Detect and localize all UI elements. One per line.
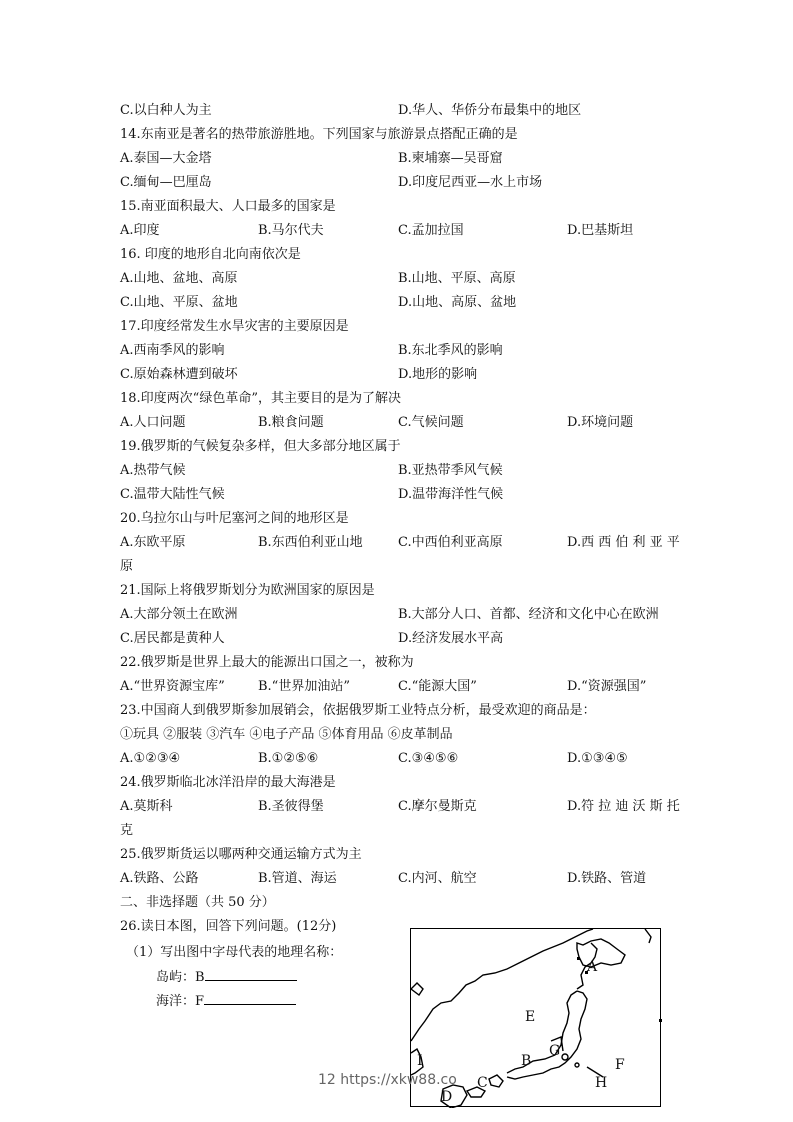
option-item: B.马尔代夫	[258, 223, 324, 238]
option-item: A.泰国—大金塔	[120, 151, 212, 166]
option-item: B.管道、海运	[258, 871, 337, 886]
ocean-label: 海洋：F	[156, 994, 205, 1009]
option-item: B.柬埔寨—吴哥窟	[398, 151, 503, 166]
island-answer-blank[interactable]	[205, 968, 297, 981]
map-label-b: B	[521, 1053, 532, 1069]
option-item: A.人口问题	[120, 415, 186, 430]
text-line: 14.东南亚是著名的热带旅游胜地。下列国家与旅游景点搭配正确的是	[120, 127, 518, 142]
answer-island-b	[156, 968, 297, 987]
option-item: A.山地、盆地、高原	[120, 271, 238, 286]
option-item: B.粮食问题	[258, 415, 324, 430]
text-line: 26.读日本图，回答下列问题。(12分)	[120, 919, 337, 934]
option-item: A.热带气候	[120, 463, 186, 478]
option-item: C.孟加拉国	[398, 223, 464, 238]
option-item: B.东西伯利亚山地	[258, 535, 363, 550]
text-line: 17.印度经常发生水旱灾害的主要原因是	[120, 319, 349, 334]
option-item: C.摩尔曼斯克	[398, 799, 477, 814]
option-item: D.地形的影响	[398, 367, 478, 382]
option-item: D.环境问题	[567, 415, 634, 430]
option-item: D.温带海洋性气候	[398, 487, 504, 502]
option-item: A.印度	[120, 223, 160, 238]
option-item: B.“世界加油站”	[258, 679, 350, 694]
text-line: 23.中国商人到俄罗斯参加展销会，依据俄罗斯工业特点分析，最受欢迎的商品是：	[120, 703, 596, 718]
option-item: D.铁路、管道	[567, 871, 647, 886]
text-line: 20.乌拉尔山与叶尼塞河之间的地形区是	[120, 511, 349, 526]
option-item: C.原始森林遭到破坏	[120, 367, 238, 382]
answer-ocean-f	[156, 992, 296, 1011]
text-line: 21.国际上将俄罗斯划分为欧洲国家的原因是	[120, 583, 375, 598]
map-label-g: G	[549, 1043, 561, 1059]
text-line: 克	[120, 823, 134, 838]
option-item: A.大部分领土在欧洲	[120, 607, 238, 622]
option-item: A.东欧平原	[120, 535, 186, 550]
option-item: B.圣彼得堡	[258, 799, 324, 814]
option-item: A.铁路、公路	[120, 871, 199, 886]
text-line: 22.俄罗斯是世界上最大的能源出口国之一，被称为	[120, 655, 414, 670]
text-line: 24.俄罗斯临北冰洋沿岸的最大海港是	[120, 775, 336, 790]
option-item: B.①②⑤⑥	[258, 751, 319, 766]
map-label-c: C	[477, 1075, 488, 1091]
map-label-f: F	[615, 1057, 625, 1073]
text-line: 15.南亚面积最大、人口最多的国家是	[120, 199, 336, 214]
map-label-d: D	[441, 1089, 453, 1105]
text-line: 25.俄罗斯货运以哪两种交通运输方式为主	[120, 847, 362, 862]
text-line: 18.印度两次“绿色革命”，其主要目的是为了解决	[120, 391, 401, 406]
question-26-sub1: （1）写出图中字母代表的地理名称：	[126, 945, 343, 960]
map-label-a: A	[587, 959, 598, 975]
option-item: C.山地、平原、盆地	[120, 295, 238, 310]
text-line: 19.俄罗斯的气候复杂多样，但大多部分地区属于	[120, 439, 401, 454]
option-item: D.“资源强国”	[567, 679, 647, 694]
option-item: A.①②③④	[120, 751, 181, 766]
option-item: C.“能源大国”	[398, 679, 477, 694]
option-item: D.①③④⑤	[567, 751, 628, 766]
option-item: C.③④⑤⑥	[398, 751, 459, 766]
option-item: D.西 西 伯 利 亚 平	[567, 535, 680, 550]
option-item: A.莫斯科	[120, 799, 173, 814]
map-label-i: I	[417, 1053, 423, 1069]
option-item: B.山地、平原、高原	[398, 271, 516, 286]
option-item: C.内河、航空	[398, 871, 477, 886]
island-label: 岛屿：B	[156, 970, 205, 985]
option-item: C.居民都是黄种人	[120, 631, 225, 646]
option-item: C.以白种人为主	[120, 103, 212, 118]
text-line: 16. 印度的地形自北向南依次是	[120, 247, 301, 262]
map-label-h: H	[595, 1075, 608, 1091]
text-line: ①玩具 ②服装 ③汽车 ④电子产品 ⑤体育用品 ⑥皮革制品	[120, 727, 453, 742]
text-line: 二、非选择题（共 50 分）	[120, 895, 275, 910]
option-item: D.印度尼西亚—水上市场	[398, 175, 543, 190]
option-item: D.符 拉 迪 沃 斯 托	[567, 799, 680, 814]
option-item: D.华人、华侨分布最集中的地区	[398, 103, 582, 118]
option-item: D.巴基斯坦	[567, 223, 634, 238]
option-item: C.中西伯利亚高原	[398, 535, 503, 550]
map-label-e: E	[525, 1009, 536, 1025]
option-item: C.温带大陆性气候	[120, 487, 225, 502]
option-item: B.亚热带季风气候	[398, 463, 503, 478]
ocean-answer-blank[interactable]	[204, 992, 296, 1005]
option-item: A.“世界资源宝库”	[120, 679, 225, 694]
text-line: 原	[120, 559, 134, 574]
option-item: D.山地、高原、盆地	[398, 295, 517, 310]
option-item: B.东北季风的影响	[398, 343, 503, 358]
option-item: A.西南季风的影响	[120, 343, 225, 358]
page-footer-watermark: 12 https://xkw88.co	[318, 1072, 457, 1088]
option-item: C.气候问题	[398, 415, 464, 430]
option-item: C.缅甸—巴厘岛	[120, 175, 212, 190]
option-item: B.大部分人口、首都、经济和文化中心在欧洲	[398, 607, 659, 622]
option-item: D.经济发展水平高	[398, 631, 504, 646]
